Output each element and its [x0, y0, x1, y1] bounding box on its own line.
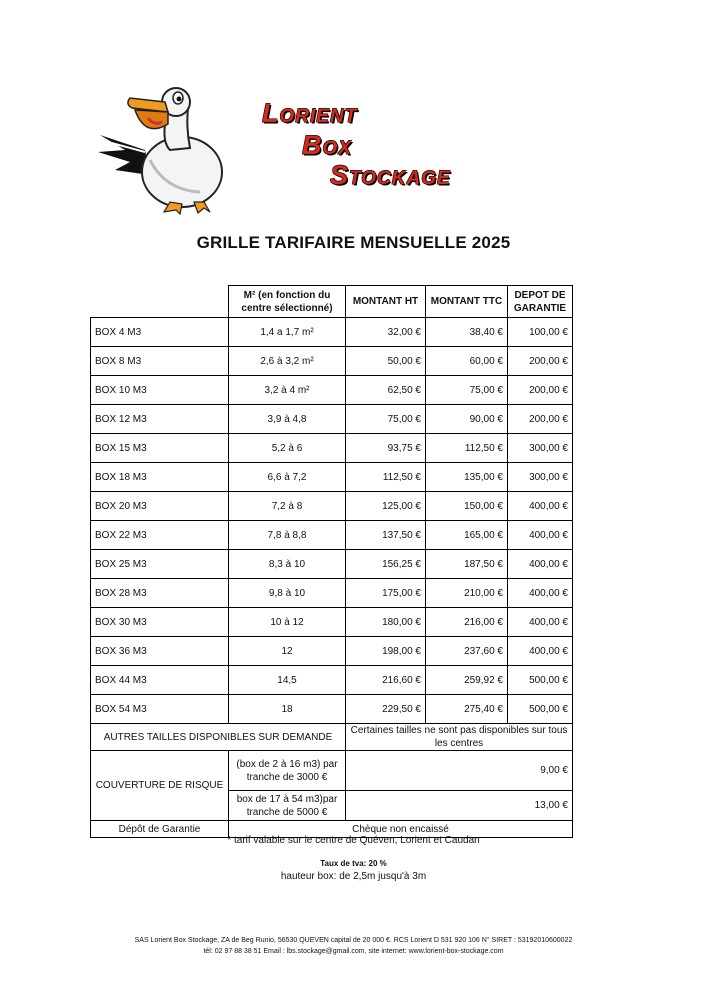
m2-cell: 3,2 à 4 m²	[229, 376, 346, 405]
depot-cell: 400,00 €	[508, 521, 573, 550]
hauteur-note: hauteur box: de 2,5m jusqu'à 3m	[280, 871, 427, 882]
depot-cell: 200,00 €	[508, 405, 573, 434]
box-name-cell: BOX 18 M3	[91, 463, 229, 492]
m2-cell: 7,2 à 8	[229, 492, 346, 521]
depot-cell: 400,00 €	[508, 608, 573, 637]
montant-ht-cell: 198,00 €	[346, 637, 426, 666]
table-row	[91, 550, 573, 579]
table-row	[91, 347, 573, 376]
depot-cell: 200,00 €	[508, 376, 573, 405]
depot-label: Dépôt de Garantie	[91, 821, 229, 838]
table-row	[91, 695, 573, 724]
box-name-cell: BOX 44 M3	[91, 666, 229, 695]
table-row	[91, 492, 573, 521]
montant-ttc-cell: 75,00 €	[426, 376, 508, 405]
m2-cell: 6,6 à 7,2	[229, 463, 346, 492]
montant-ttc-cell: 187,50 €	[426, 550, 508, 579]
depot-cell: 200,00 €	[508, 347, 573, 376]
montant-ht-cell: 93,75 €	[346, 434, 426, 463]
montant-ht-cell: 75,00 €	[346, 405, 426, 434]
montant-ttc-cell: 216,00 €	[426, 608, 508, 637]
table-row	[91, 579, 573, 608]
table-row	[91, 608, 573, 637]
montant-ttc-cell: 210,00 €	[426, 579, 508, 608]
header-depot-garantie: DEPOT DE GARANTIE	[508, 286, 573, 318]
table-row	[91, 318, 573, 347]
tva-note: Taux de tva: 20 %	[320, 859, 387, 868]
autres-tailles-row	[91, 724, 573, 751]
couverture-2-price: 13,00 €	[346, 791, 573, 821]
montant-ttc-cell: 259,92 €	[426, 666, 508, 695]
footer-company-info: SAS Lorient Box Stockage, ZA de Beg Runio, 56530 QUEVEN capital de 20 000 €. RCS Lorient D 531 920 106 N° SIRET : 53192010600022	[134, 937, 573, 944]
depot-cell: 400,00 €	[508, 492, 573, 521]
table-header-row	[91, 286, 573, 318]
box-name-cell: BOX 10 M3	[91, 376, 229, 405]
page-title: GRILLE TARIFAIRE MENSUELLE 2025	[196, 233, 511, 252]
box-name-cell: BOX 8 M3	[91, 347, 229, 376]
header-montant-ttc: MONTANT TTC	[426, 286, 508, 318]
footer-contact-info: tél: 02 97 88 38 51 Email : lbs.stockage@gmail.com, site internet: www.lorient-box-stockage.com	[203, 948, 504, 955]
m2-cell: 8,3 à 10	[229, 550, 346, 579]
montant-ht-cell: 229,50 €	[346, 695, 426, 724]
header-montant-ht: MONTANT HT	[346, 286, 426, 318]
header-empty-cell	[91, 286, 229, 318]
m2-cell: 7,8 à 8,8	[229, 521, 346, 550]
table-row	[91, 666, 573, 695]
depot-cell: 400,00 €	[508, 579, 573, 608]
couverture-2-desc: box de 17 à 54 m3)par tranche de 5000 €	[229, 791, 346, 821]
box-name-cell: BOX 20 M3	[91, 492, 229, 521]
autres-tailles-label: AUTRES TAILLES DISPONIBLES SUR DEMANDE	[91, 724, 346, 751]
montant-ttc-cell: 112,50 €	[426, 434, 508, 463]
montant-ht-cell: 32,00 €	[346, 318, 426, 347]
depot-cell: 300,00 €	[508, 463, 573, 492]
m2-cell: 5,2 à 6	[229, 434, 346, 463]
depot-cell: 500,00 €	[508, 666, 573, 695]
table-row	[91, 376, 573, 405]
couverture-row-1	[91, 751, 573, 791]
depot-cell: 500,00 €	[508, 695, 573, 724]
table-row	[91, 405, 573, 434]
box-name-cell: BOX 4 M3	[91, 318, 229, 347]
montant-ht-cell: 125,00 €	[346, 492, 426, 521]
brand-line-3: STOCKAGE	[330, 160, 451, 190]
box-name-cell: BOX 25 M3	[91, 550, 229, 579]
montant-ht-cell: 216,60 €	[346, 666, 426, 695]
box-name-cell: BOX 54 M3	[91, 695, 229, 724]
box-name-cell: BOX 15 M3	[91, 434, 229, 463]
box-name-cell: BOX 22 M3	[91, 521, 229, 550]
table-row	[91, 637, 573, 666]
montant-ht-cell: 50,00 €	[346, 347, 426, 376]
depot-cell: 300,00 €	[508, 434, 573, 463]
table-row	[91, 521, 573, 550]
box-name-cell: BOX 36 M3	[91, 637, 229, 666]
price-table	[90, 285, 573, 838]
table-row	[91, 463, 573, 492]
m2-cell: 12	[229, 637, 346, 666]
couverture-label: COUVERTURE DE RISQUE	[91, 751, 229, 821]
brand-line-2: BOX	[302, 130, 352, 160]
m2-cell: 3,9 à 4,8	[229, 405, 346, 434]
header-m2: M² (en fonction du centre sélectionné)	[229, 286, 346, 318]
pelican-mascot-icon	[90, 80, 250, 220]
depot-cell: 400,00 €	[508, 637, 573, 666]
brand-line-1: LORIENT	[262, 98, 358, 128]
box-name-cell: BOX 28 M3	[91, 579, 229, 608]
montant-ht-cell: 175,00 €	[346, 579, 426, 608]
couverture-1-desc: (box de 2 à 16 m3) par tranche de 3000 €	[229, 751, 346, 791]
box-name-cell: BOX 30 M3	[91, 608, 229, 637]
m2-cell: 18	[229, 695, 346, 724]
montant-ttc-cell: 237,60 €	[426, 637, 508, 666]
depot-cell: 100,00 €	[508, 318, 573, 347]
montant-ht-cell: 137,50 €	[346, 521, 426, 550]
montant-ttc-cell: 165,00 €	[426, 521, 508, 550]
depot-cell: 400,00 €	[508, 550, 573, 579]
montant-ttc-cell: 60,00 €	[426, 347, 508, 376]
depot-value: Chèque non encaissé	[229, 821, 573, 838]
table-row	[91, 434, 573, 463]
m2-cell: 14,5	[229, 666, 346, 695]
m2-cell: 9,8 à 10	[229, 579, 346, 608]
montant-ttc-cell: 38,40 €	[426, 318, 508, 347]
company-logo	[90, 80, 480, 220]
montant-ttc-cell: 275,40 €	[426, 695, 508, 724]
montant-ttc-cell: 150,00 €	[426, 492, 508, 521]
m2-cell: 2,6 à 3,2 m²	[229, 347, 346, 376]
autres-tailles-note: Certaines tailles ne sont pas disponibles sur tous les centres	[346, 724, 573, 751]
m2-cell: 10 à 12	[229, 608, 346, 637]
montant-ht-cell: 112,50 €	[346, 463, 426, 492]
montant-ht-cell: 156,25 €	[346, 550, 426, 579]
box-name-cell: BOX 12 M3	[91, 405, 229, 434]
montant-ttc-cell: 135,00 €	[426, 463, 508, 492]
montant-ht-cell: 62,50 €	[346, 376, 426, 405]
m2-cell: 1,4 a 1,7 m²	[229, 318, 346, 347]
tarif-note: * tarif valable sur le centre de Quéven, Lorient et Caudan	[227, 835, 480, 846]
montant-ht-cell: 180,00 €	[346, 608, 426, 637]
montant-ttc-cell: 90,00 €	[426, 405, 508, 434]
couverture-1-price: 9,00 €	[346, 751, 573, 791]
